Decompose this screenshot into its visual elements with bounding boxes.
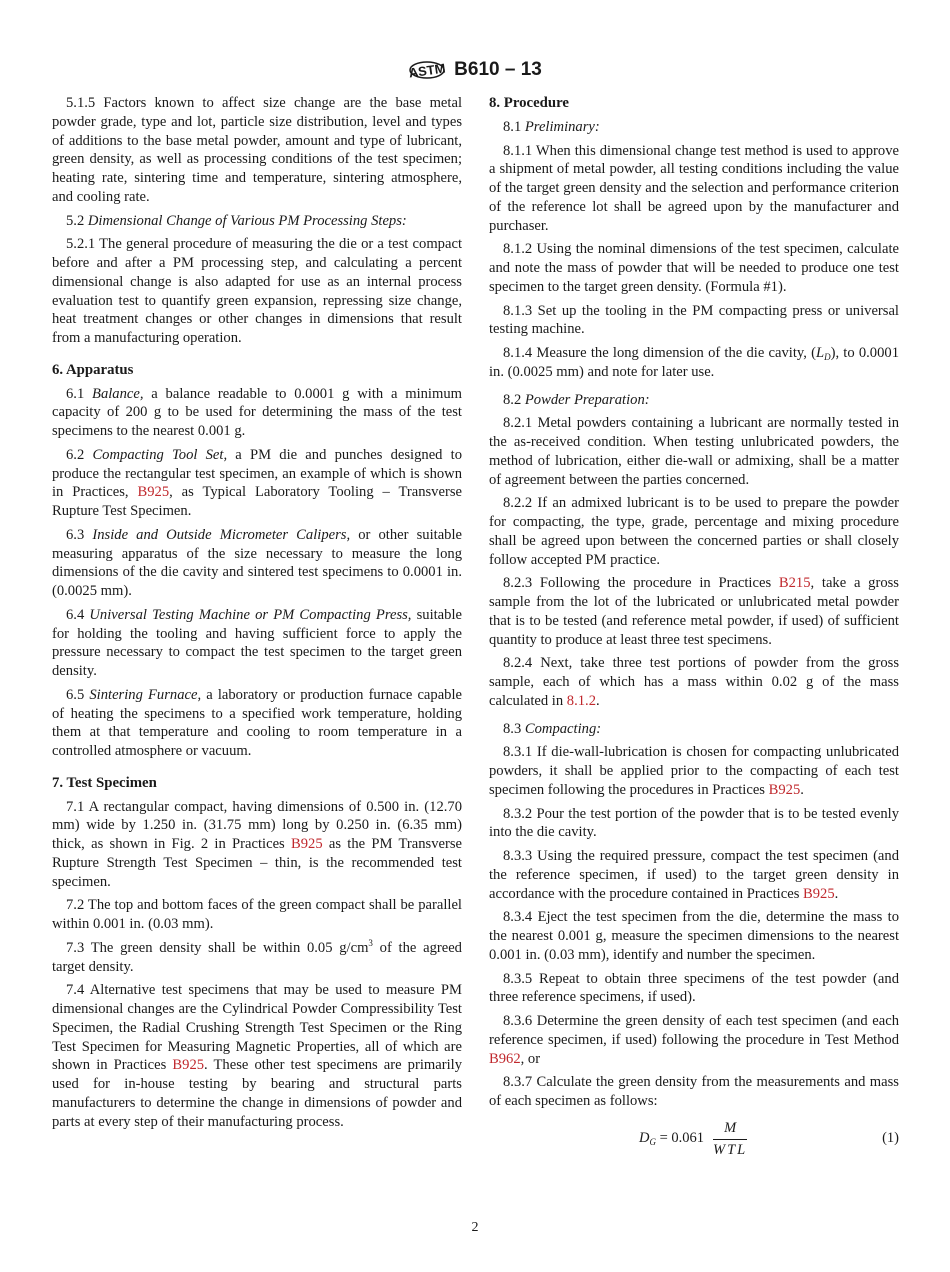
text-run: .	[834, 885, 839, 902]
equation-1	[489, 1117, 899, 1157]
reference-link[interactable]: B925	[803, 885, 835, 902]
text-run: 5.2.1 The general procedure of measuring the die or a test compact before and after a PM processing step, and calculating a percent dimensional change is also adapted for use as an internal process evaluation test to quantify green expansion, repressing size change, heat treatment changes or other changes in dimensions that result from a manufacturing operation.	[52, 236, 462, 346]
right-column	[489, 94, 899, 1157]
text-run: 8.1.1 When this dimensional change test method is used to approve a shipment of metal powder, all testing conditions including the value of the target green density and the selection and performance criterion of the reference lot shall be agreed upon by the manufacturer and purchaser.	[489, 142, 899, 234]
eq-lhs-var: D	[639, 1129, 650, 1146]
text-run: 7.2 The top and bottom faces of the green compact shall be parallel within 0.001 in. (0.03 mm).	[52, 897, 462, 932]
paragraph	[489, 720, 899, 739]
text-run: or other suitable measuring apparatus of the size necessary to measure the long dimensions of the die cavity and sintered test specimens to 0.0001 in. (0.0025 mm).	[52, 526, 463, 599]
italic-term: Sintering Furnace,	[89, 686, 202, 703]
italic-term: Preliminary:	[524, 118, 600, 135]
paragraph	[52, 896, 462, 934]
astm-logo-icon	[408, 55, 446, 85]
text-run: 8.3.1 If die-wall-lubrication is chosen for compacting unlubricated powders, it shall be applied prior to the compacting of each test specimen following the procedures in Practices	[489, 744, 899, 798]
text-run: 6.3	[66, 526, 93, 543]
italic-term: Compacting:	[524, 720, 602, 737]
text-run: .	[800, 781, 804, 798]
paragraph	[489, 240, 899, 296]
text-run: 5.1.5 Factors known to affect size change are the base metal powder grade, type and lot, particle size distribution, level and types of additions to the base metal powder, amount and type of lubricant, green density, as well as processing conditions of the test specimen; heating rate, sintering time and temperature, sintering atmosphere, and cooling rate.	[52, 95, 462, 205]
paragraph	[489, 414, 899, 489]
text-run: , as Typical Laboratory Tooling – Transverse Rupture Test Specimen.	[52, 484, 462, 519]
text-run: of the agreed target density.	[52, 939, 462, 975]
text-run: 8.3.4 Eject the test specimen from the die, determine the mass to the nearest 0.001 g, measure the specimen dimensions to the nearest 0.001 in. (0.03 mm), identify and number the specimen.	[489, 909, 899, 963]
text-run: 7.4 Alternative test specimens that may be used to measure PM dimensional changes are the Cylindrical Powder Compressibility Test Specimen, the Radial Crushing Strength Test Specimen or the Ring Test Specimen for Measuring Magnetic Properties, all of which are shown in Practices	[52, 982, 462, 1074]
paragraph	[489, 1073, 899, 1111]
text-run: 8.3.5 Repeat to obtain three specimens of the test powder (and three reference specimens, if used).	[489, 970, 899, 1006]
paragraph	[489, 1012, 899, 1068]
section-heading: 8. Procedure	[489, 95, 569, 111]
paragraph	[52, 385, 462, 441]
designation: B610 – 13	[454, 59, 542, 80]
reference-link[interactable]: B925	[291, 836, 323, 852]
paragraph	[489, 302, 899, 340]
text-run: 8.3	[503, 720, 525, 737]
paragraph	[52, 94, 462, 207]
text-run: 8.1	[503, 118, 525, 135]
paragraph	[489, 391, 899, 410]
italic-term: Powder Preparation:	[524, 391, 650, 408]
eq-number: (1)	[882, 1129, 899, 1146]
paragraph	[489, 118, 899, 137]
eq-fraction	[713, 1119, 747, 1160]
text-run: ), to 0.0001 in. (0.0025 mm) and note for later use.	[489, 345, 899, 380]
italic-term: Compacting Tool Set,	[92, 446, 228, 463]
text-run: suitable for holding the tooling and having sufficient force to apply the pressure necessary to compact the test specimen to the target green density.	[52, 606, 462, 679]
text-run: .	[595, 692, 600, 709]
subscript: D	[824, 352, 831, 362]
paragraph	[489, 654, 899, 710]
paragraph	[489, 344, 899, 382]
text-run: 8.2.3 Following the procedure in Practices	[503, 575, 779, 592]
eq-numerator: M	[713, 1119, 747, 1140]
text-run: a balance readable to 0.0001 g with a minimum capacity of 200 g to be used for determining the mass of the test specimens to the nearest 0.001 g.	[52, 385, 462, 439]
italic-term: Universal Testing Machine or PM Compacting Press,	[89, 606, 412, 623]
paragraph	[52, 981, 462, 1131]
text-run: 8.1.4 Measure the long dimension of the die cavity, (	[503, 345, 816, 361]
text-run: 8.3.6 Determine the green density of each test specimen (and each reference specimen, if used) following the procedure in Test Method	[489, 1013, 899, 1048]
paragraph	[489, 743, 899, 799]
text-run: 8.1.2 Using the nominal dimensions of the test specimen, calculate and note the mass of powder that will be needed to produce one test specimen to the target green density. (Formula #1).	[489, 241, 899, 295]
paragraph	[52, 235, 462, 348]
superscript: 3	[368, 937, 373, 948]
paragraph	[489, 908, 899, 964]
text-run: 5.2	[66, 212, 88, 229]
italic-term: Dimensional Change of Various PM Processing Steps:	[87, 212, 407, 229]
text-run: 8.2.2 If an admixed lubricant is to be used to prepare the powder for compacting, the type, grade, percentage and mixing procedure shall be agreed upon between the concerned parties or shall closely follow accepted PM practice.	[489, 495, 899, 568]
reference-link[interactable]: B925	[768, 781, 801, 798]
text-run: 6.5	[66, 686, 90, 703]
eq-denominator: WTL	[713, 1141, 748, 1158]
text-run: 8.3.2 Pour the test portion of the powder that is to be tested evenly into the die cavity.	[489, 805, 899, 841]
eq-constant: = 0.061	[655, 1129, 705, 1146]
reference-link[interactable]: 8.1.2	[566, 692, 596, 709]
text-run: 6.1	[66, 385, 93, 402]
reference-link[interactable]: B962	[489, 1050, 521, 1067]
text-run: 8.3.7 Calculate the green density from the measurements and mass of each specimen as follows:	[489, 1074, 899, 1109]
text-run: . These other test specimens are primarily used for in-house testing by bearing and structural parts manufacturers to determine the change in dimensions of powder and parts at every step of their manufacturing process.	[52, 1057, 462, 1130]
page-header	[0, 55, 950, 85]
text-run: 7.3 The green density shall be within 0.05 g/cm	[66, 939, 369, 956]
svg-text:ASTM: ASTM	[408, 60, 447, 81]
text-run: a PM die and punches designed to produce the rectangular test specimen, an example of which is shown in Practices,	[52, 446, 463, 501]
text-run: 8.2.4 Next, take three test portions of powder from the gross sample, each of which has a mass within 0.02 g of the mass calculated in	[489, 655, 899, 709]
paragraph	[52, 526, 462, 601]
text-run: , or	[520, 1050, 541, 1067]
paragraph	[52, 798, 462, 892]
paragraph	[52, 939, 462, 977]
paragraph	[52, 212, 462, 231]
paragraph	[52, 606, 462, 681]
text-run: a laboratory or production furnace capable of heating the specimens to a specified work temperature, holding them at that temperature and cooling to room temperature in a controlled atmosphere or vacuum.	[52, 686, 463, 759]
paragraph	[489, 970, 899, 1008]
reference-link[interactable]: B215	[778, 575, 811, 592]
page-number: 2	[471, 1220, 479, 1235]
text-run: 8.3.3 Using the required pressure, compact the test specimen (and the reference specimen, if used) to the target green density in accordance with the procedure contained in Practices	[489, 848, 899, 902]
paragraph	[52, 446, 462, 521]
text-run: , take a gross sample from the lot of the lubricated or unlubricated metal powder that is to be tested (and reference metal powder, if used) of sufficient quantity to produce at least three test specimens.	[489, 575, 899, 648]
section-heading: 7. Test Specimen	[52, 774, 157, 791]
paragraph	[489, 847, 899, 903]
text-run: 8.2	[503, 391, 525, 408]
reference-link[interactable]: B925	[137, 484, 170, 501]
text-run: 8.1.3 Set up the tooling in the PM compacting press or universal testing machine.	[489, 302, 899, 338]
eq-lhs-sub: G	[649, 1136, 656, 1147]
section-heading: 6. Apparatus	[52, 361, 134, 378]
text-run: 6.4	[66, 606, 90, 623]
italic-term: Balance,	[92, 385, 144, 402]
text-run: 8.2.1 Metal powders containing a lubricant are normally tested in the as-received condition. When testing unlubricated powders, the method of lubrication, either die-wall or admixing, shall be a matter of agreement between the parties concerned.	[489, 415, 899, 488]
text-run: as the PM Transverse Rupture Strength Test Specimen – thin, is the recommended test specimen.	[52, 836, 462, 890]
text-run: 7.1 A rectangular compact, having dimensions of 0.500 in. (12.70 mm) wide by 1.250 in. (31.75 mm) long by 0.250 in. (6.35 mm) thick, as shown in Fig. 2 in Practices	[52, 798, 462, 852]
paragraph	[489, 494, 899, 569]
paragraph	[489, 142, 899, 236]
paragraph	[489, 805, 899, 843]
text-run: 6.2	[66, 446, 93, 463]
italic-term: L	[815, 345, 825, 361]
reference-link[interactable]: B925	[172, 1057, 205, 1074]
paragraph	[489, 574, 899, 649]
italic-term: Inside and Outside Micrometer Calipers,	[92, 526, 351, 543]
paragraph	[52, 686, 462, 761]
left-column	[52, 94, 462, 1136]
